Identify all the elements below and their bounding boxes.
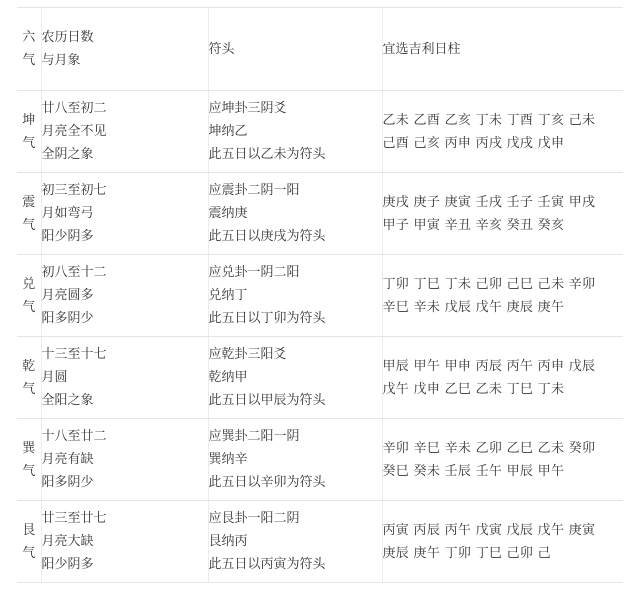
day-cell (41, 501, 208, 583)
table-row-xun (17, 419, 623, 501)
moon-phase: 月如弯弓 (41, 206, 94, 221)
header-qi: 六气 (22, 30, 36, 68)
day-range: 初三至初七 (41, 183, 107, 198)
header-day-cell (41, 8, 208, 91)
header-ri: 宜选吉利日柱 (382, 41, 461, 57)
fu-head: 此五日以乙未为符头 (208, 147, 326, 162)
day-range: 初八至十二 (41, 265, 107, 280)
table-row-qian (17, 337, 623, 419)
qi-name: 兑气 (22, 276, 36, 315)
fu-na: 坤纳乙 (208, 124, 248, 139)
header-qi-cell (17, 8, 41, 91)
qi-cell (17, 255, 41, 337)
yin-yang-note: 阳多阴少 (41, 475, 94, 490)
qi-cell (17, 419, 41, 501)
day-range: 廿八至初二 (41, 101, 107, 116)
fu-gua: 应巽卦二阳一阴 (208, 429, 300, 444)
qi-cell (17, 337, 41, 419)
fu-na: 兑纳丁 (208, 288, 248, 303)
table-row-gen (17, 501, 623, 583)
fu-cell (208, 173, 382, 255)
header-fu: 符头 (208, 41, 235, 57)
ri-line-1: 丁卯 丁巳 丁未 己卯 己巳 己未 辛卯 (382, 276, 596, 292)
ri-cell (382, 419, 623, 501)
ri-cell (382, 255, 623, 337)
table-row-dui (17, 255, 623, 337)
ri-line-2: 甲子 甲寅 辛丑 辛亥 癸丑 癸亥 (382, 217, 565, 233)
fu-head: 此五日以辛卯为符头 (208, 475, 326, 490)
table-row-zhen (17, 173, 623, 255)
day-range: 十三至十七 (41, 347, 107, 362)
ri-line-2: 辛巳 辛未 戊辰 戊午 庚辰 庚午 (382, 299, 565, 315)
ri-cell (382, 91, 623, 173)
qi-name: 震气 (22, 194, 36, 233)
fu-head: 此五日以甲辰为符头 (208, 393, 326, 408)
day-cell (41, 337, 208, 419)
fu-na: 乾纳甲 (208, 370, 248, 385)
yin-yang-note: 阳少阴多 (41, 557, 94, 572)
fu-na: 艮纳丙 (208, 534, 248, 549)
ri-cell (382, 337, 623, 419)
yin-yang-note: 阳少阴多 (41, 229, 94, 244)
day-range: 廿三至廿七 (41, 511, 107, 526)
moon-phase: 月圆 (41, 370, 68, 385)
header-fu-cell (208, 8, 382, 91)
table-header-row (17, 8, 623, 91)
ri-line-1: 乙未 乙酉 乙亥 丁未 丁酉 丁亥 己未 (382, 112, 596, 128)
day-cell (41, 419, 208, 501)
moon-phase: 月亮圆多 (41, 288, 94, 303)
header-ri-cell (382, 8, 623, 91)
qi-name: 坤气 (22, 112, 36, 151)
ri-line-1: 丙寅 丙辰 丙午 戊寅 戊辰 戊午 庚寅 (382, 522, 596, 538)
ri-line-2: 癸巳 癸未 壬辰 壬午 甲辰 甲午 (382, 463, 565, 479)
day-cell (41, 173, 208, 255)
qi-cell (17, 501, 41, 583)
fu-gua: 应乾卦三阳爻 (208, 347, 287, 362)
yin-yang-note: 阳多阴少 (41, 311, 94, 326)
qi-name: 艮气 (22, 522, 36, 561)
ri-cell (382, 173, 623, 255)
fu-cell (208, 91, 382, 173)
ri-line-2: 己酉 己亥 丙申 丙戌 戊戌 戊申 (382, 135, 565, 151)
yin-yang-note: 全阴之象 (41, 147, 94, 162)
ri-line-1: 辛卯 辛巳 辛未 乙卯 乙巳 乙未 癸卯 (382, 440, 596, 456)
qi-name: 乾气 (22, 358, 36, 397)
fu-cell (208, 255, 382, 337)
moon-phase: 月亮全不见 (41, 124, 107, 139)
fu-cell (208, 501, 382, 583)
qi-name: 巽气 (22, 440, 36, 479)
day-cell (41, 91, 208, 173)
fu-cell (208, 419, 382, 501)
fu-head: 此五日以庚戌为符头 (208, 229, 326, 244)
fu-gua: 应震卦二阴一阳 (208, 183, 300, 198)
ri-line-1: 甲辰 甲午 甲申 丙辰 丙午 丙申 戊辰 (382, 358, 596, 374)
ri-line-1: 庚戌 庚子 庚寅 壬戌 壬子 壬寅 甲戌 (382, 194, 596, 210)
fu-gua: 应兑卦一阴二阳 (208, 265, 300, 280)
yin-yang-note: 全阳之象 (41, 393, 94, 408)
fu-head: 此五日以丙寅为符头 (208, 557, 326, 572)
six-qi-table (17, 7, 623, 583)
moon-phase: 月亮有缺 (41, 452, 94, 467)
fu-na: 震纳庚 (208, 206, 248, 221)
fu-gua: 应坤卦三阴爻 (208, 101, 287, 116)
qi-cell (17, 173, 41, 255)
header-day-line-2: 与月象 (41, 53, 81, 68)
fu-head: 此五日以丁卯为符头 (208, 311, 326, 326)
fu-gua: 应艮卦一阳二阴 (208, 511, 300, 526)
fu-cell (208, 337, 382, 419)
qi-cell (17, 91, 41, 173)
day-range: 十八至廿二 (41, 429, 107, 444)
table-row-kun (17, 91, 623, 173)
ri-cell (382, 501, 623, 583)
moon-phase: 月亮大缺 (41, 534, 94, 549)
ri-line-2: 戊午 戊申 乙巳 乙未 丁巳 丁未 (382, 381, 565, 397)
fu-na: 巽纳辛 (208, 452, 248, 467)
day-cell (41, 255, 208, 337)
header-day-line-1: 农历日数 (41, 30, 94, 45)
ri-line-2: 庚辰 庚午 丁卯 丁巳 己卯 己 (382, 545, 551, 561)
